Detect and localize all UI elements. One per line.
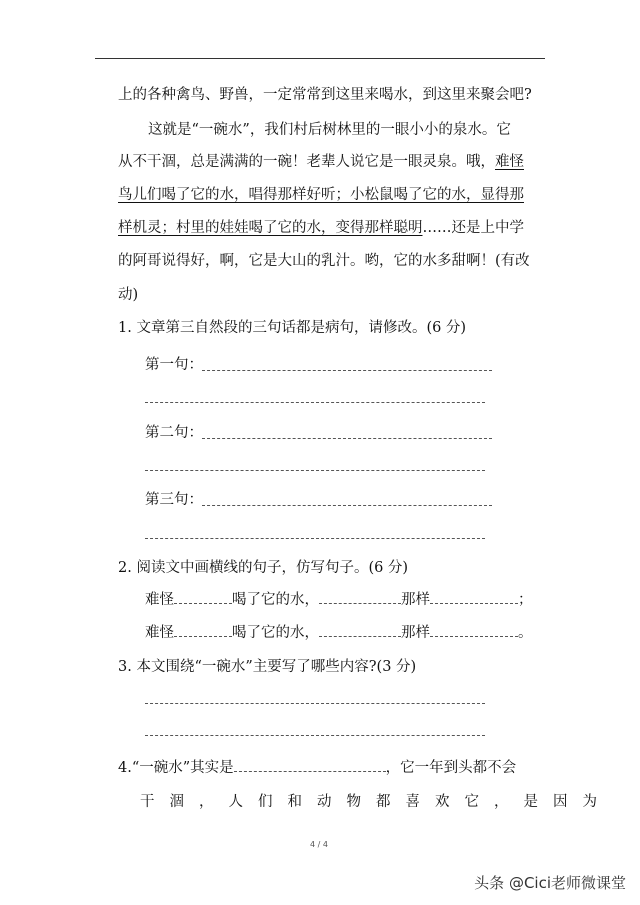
passage-line-6: 的阿哥说得好，啊，它是大山的乳汁。哟，它的水多甜啊！(有改 bbox=[118, 253, 530, 269]
passage-line-5 bbox=[118, 218, 524, 238]
q4-suffix: ，它一年到头都不会 bbox=[385, 760, 517, 776]
question-4-line-1 bbox=[118, 758, 516, 778]
underlined-sentence-start: 难怪 bbox=[495, 154, 524, 170]
q2-blank-2[interactable] bbox=[319, 591, 401, 604]
q1-sentence-3-label: 第三句： bbox=[145, 492, 203, 508]
q2-row-1-nanguai: 难怪 bbox=[145, 592, 174, 608]
q1-answer-line-1b[interactable] bbox=[145, 402, 485, 403]
q2-row-1-nayang: 那样 bbox=[401, 592, 430, 608]
q2-row-2-nayang: 那样 bbox=[401, 625, 430, 641]
question-3-title: 3. 本文围绕“一碗水”主要写了哪些内容?(3 分) bbox=[118, 659, 417, 675]
q2-blank-5[interactable] bbox=[319, 624, 401, 637]
q1-answer-line-3a[interactable] bbox=[202, 505, 492, 506]
q1-answer-line-2b[interactable] bbox=[145, 470, 485, 471]
q2-blank-3[interactable] bbox=[430, 591, 518, 604]
passage-line-2: 这就是“一碗水”，我们村后树林里的一眼小小的泉水。它 bbox=[148, 122, 511, 138]
q1-answer-line-1a[interactable] bbox=[202, 370, 492, 371]
passage-line-3-text: 从不干涸，总是满满的一碗！老辈人说它是一眼灵泉。哦， bbox=[118, 154, 495, 170]
watermark-text: 头条 @Cici老师微课堂 bbox=[474, 874, 626, 892]
page-number: 4 / 4 bbox=[310, 840, 328, 849]
q3-answer-line-2[interactable] bbox=[145, 735, 485, 736]
q2-blank-6[interactable] bbox=[430, 624, 518, 637]
q2-row-1-drink: 喝了它的水， bbox=[232, 592, 319, 608]
q2-row-1 bbox=[145, 590, 533, 610]
underlined-sentence-end: 样机灵；村里的娃娃喝了它的水，变得那样聪明 bbox=[118, 220, 423, 236]
q1-answer-line-3b[interactable] bbox=[145, 538, 485, 539]
q4-prefix: 4.“一碗水”其实是 bbox=[118, 760, 234, 776]
passage-line-5-text: ……还是上中学 bbox=[422, 220, 524, 236]
question-1-title: 1. 文章第三自然段的三句话都是病句，请修改。(6 分) bbox=[118, 320, 467, 336]
q2-row-2-end: 。 bbox=[518, 625, 533, 641]
q2-row-2-drink: 喝了它的水， bbox=[232, 625, 319, 641]
q2-row-2 bbox=[145, 623, 533, 643]
q2-blank-4[interactable] bbox=[174, 624, 232, 637]
q2-row-1-end: ； bbox=[518, 592, 533, 608]
q1-sentence-1-label: 第一句： bbox=[145, 357, 203, 373]
passage-line-4-underlined: 鸟儿们喝了它的水，唱得那样好听；小松鼠喝了它的水，显得那 bbox=[118, 187, 524, 203]
q4-blank-1[interactable] bbox=[234, 759, 386, 772]
q1-sentence-2-label: 第二句： bbox=[145, 425, 203, 441]
q1-answer-line-2a[interactable] bbox=[202, 438, 492, 439]
top-rule bbox=[95, 58, 545, 59]
question-2-title: 2. 阅读文中画横线的句子，仿写句子。(6 分) bbox=[118, 560, 409, 576]
passage-line-1: 上的各种禽鸟、野兽，一定常常到这里来喝水，到这里来聚会吧? bbox=[118, 87, 532, 103]
passage-line-3 bbox=[118, 152, 524, 172]
q3-answer-line-1[interactable] bbox=[145, 703, 485, 704]
passage-line-7: 动) bbox=[118, 287, 139, 303]
question-4-line-2: 干涸，人们和动物都喜欢它，是因为 bbox=[140, 794, 612, 810]
q2-blank-1[interactable] bbox=[174, 591, 232, 604]
q2-row-2-nanguai: 难怪 bbox=[145, 625, 174, 641]
